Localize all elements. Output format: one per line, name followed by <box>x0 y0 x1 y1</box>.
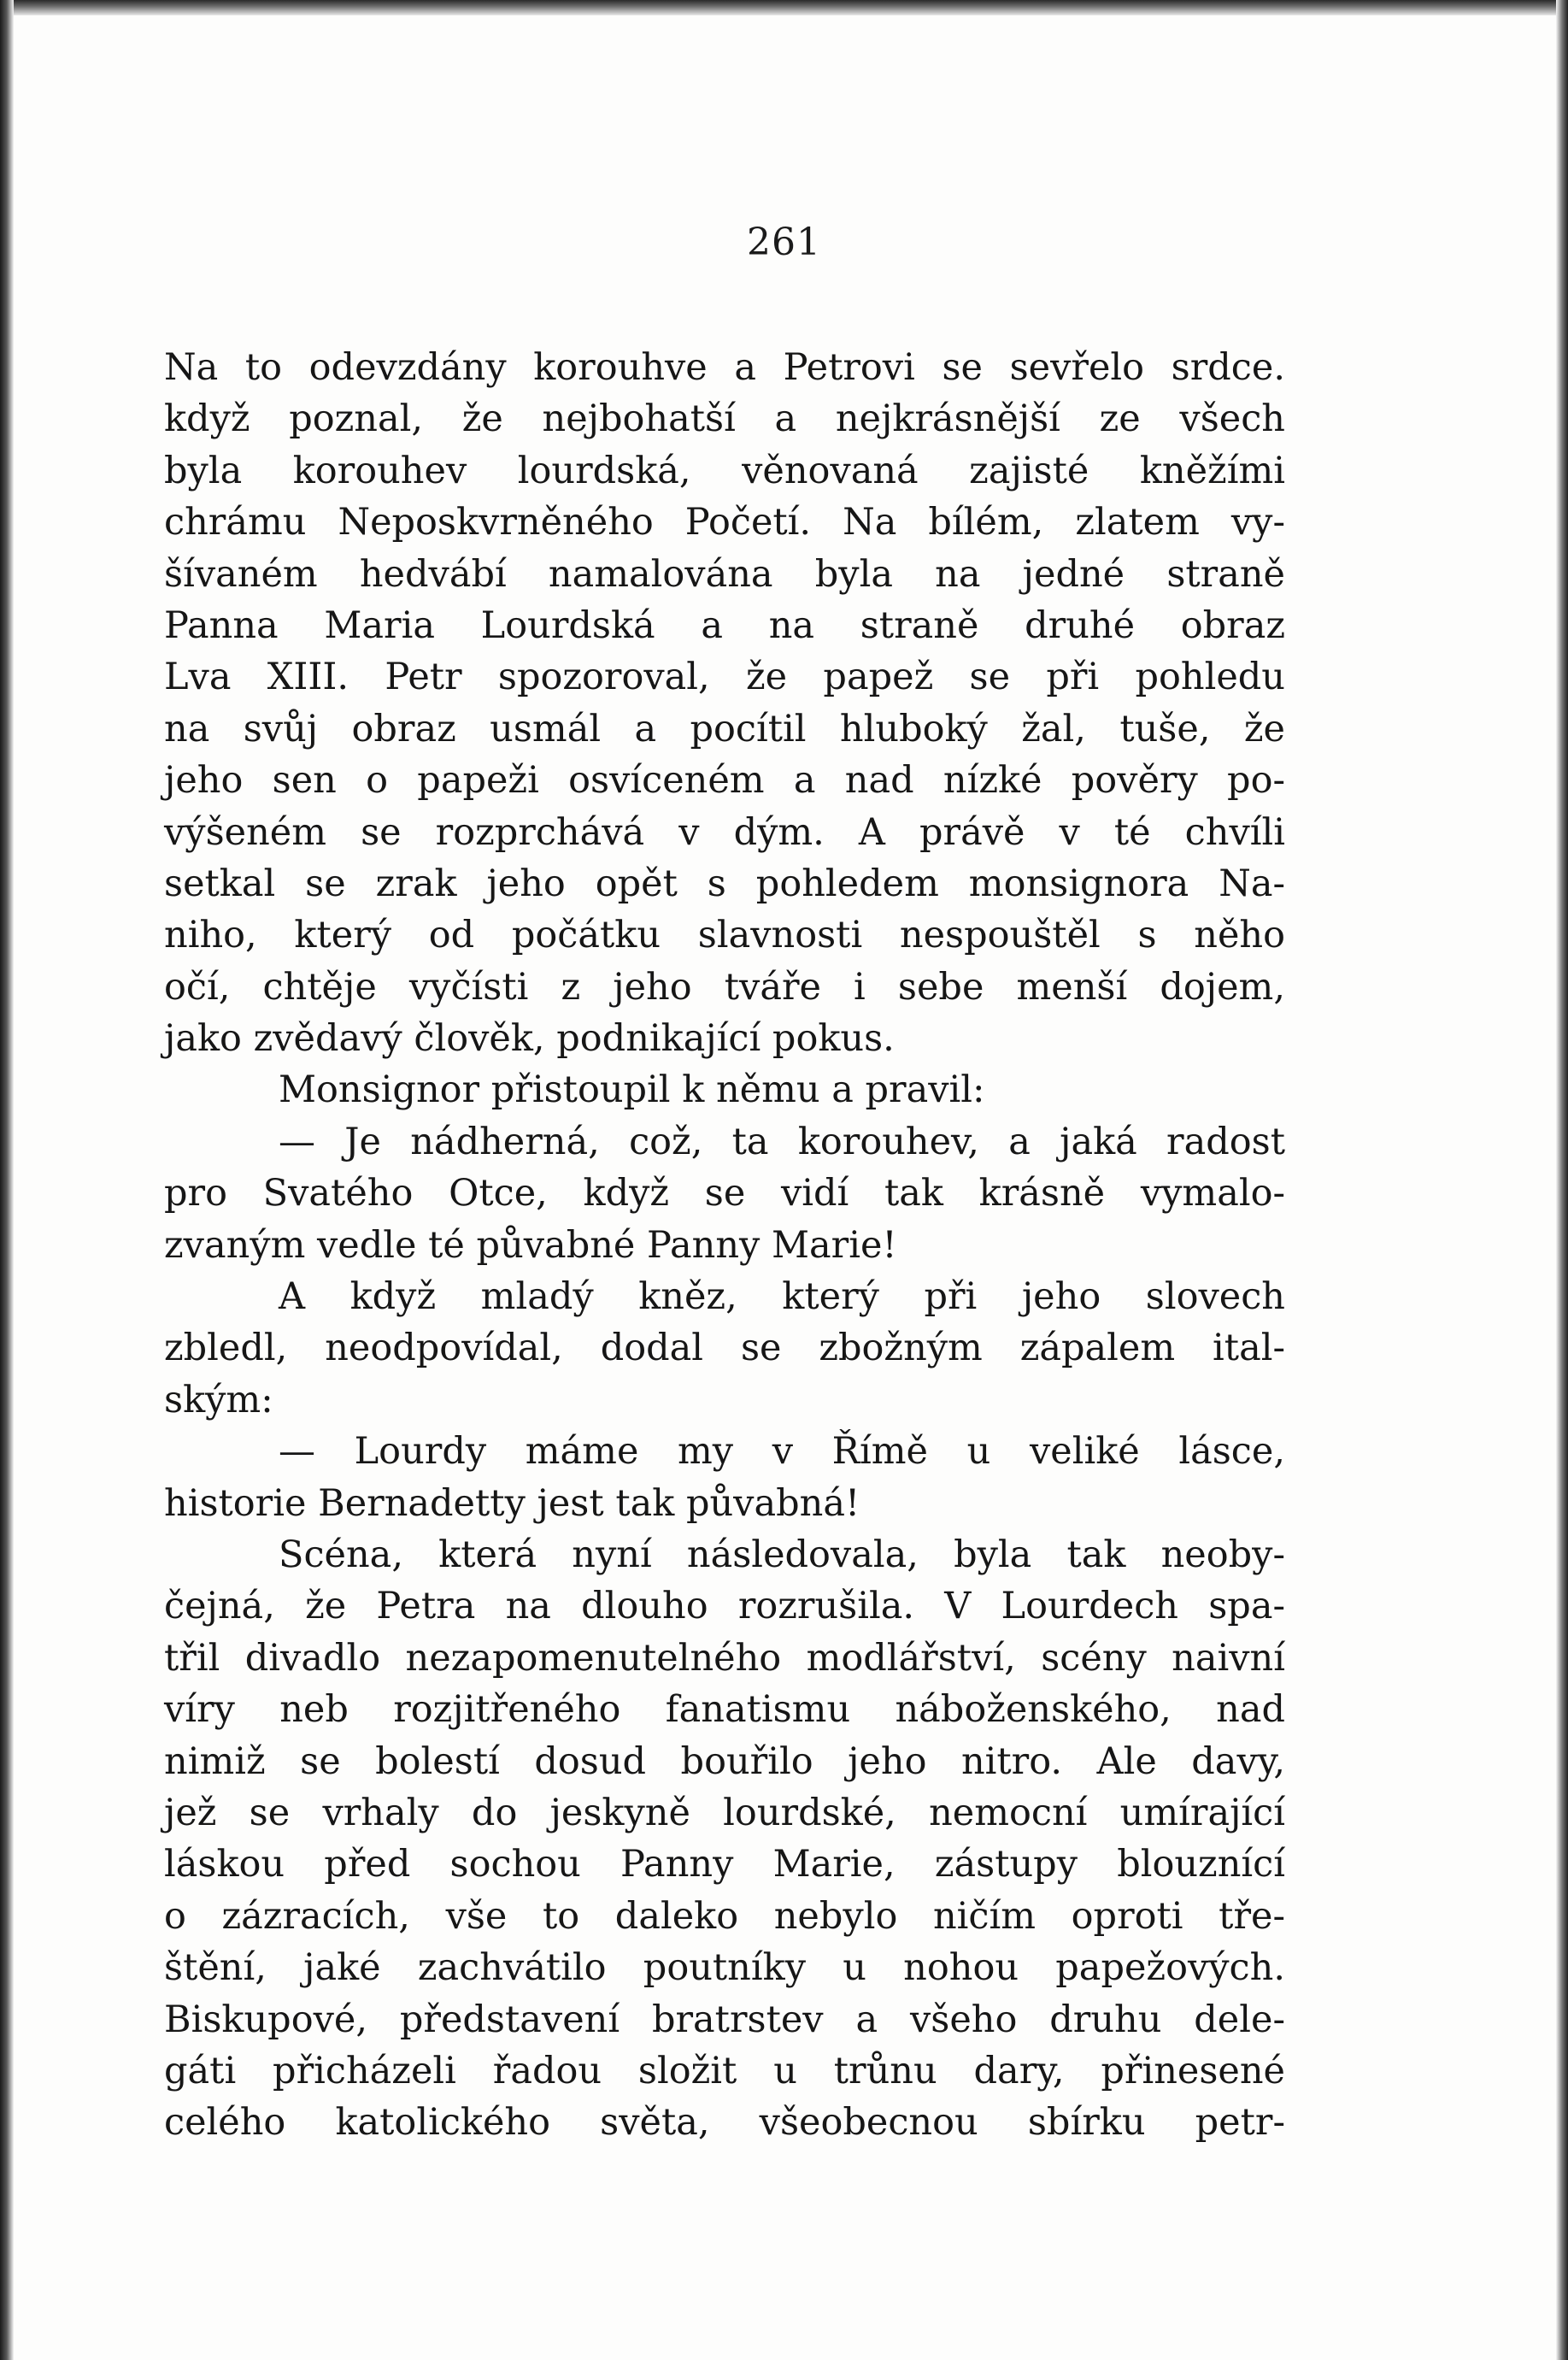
text-line: celého katolického světa, všeobecnou sbírku petr- <box>164 2101 1285 2145</box>
text-line: Lva XIII. Petr spozoroval, že papež se při pohledu <box>164 656 1285 699</box>
text-line: ským: <box>164 1378 273 1421</box>
text-line: na svůj obraz usmál a pocítil hluboký žal, tuše, že <box>164 707 1285 750</box>
text-line: o zázracích, vše to daleko nebylo ničím oproti tře- <box>164 1894 1285 1938</box>
text-line: niho, který od počátku slavnosti nespouštěl s něho <box>164 914 1285 957</box>
text-line: Biskupové, představení bratrstev a všeho druhu dele- <box>164 1998 1285 2041</box>
text-line: třil divadlo nezapomenutelného modlářství, scény naivní <box>164 1636 1285 1680</box>
text-line: zvaným vedle té půvabné Panny Marie! <box>164 1223 897 1267</box>
body-text <box>164 342 1285 2149</box>
text-line: zbledl, neodpovídal, dodal se zbožným zápalem ital- <box>164 1327 1285 1370</box>
text-line: setkal se zrak jeho opět s pohledem monsignora Na- <box>164 862 1285 905</box>
text-line: Panna Maria Lourdská a na straně druhé obraz <box>164 603 1285 647</box>
text-line: gáti přicházeli řadou složit u trůnu dary, přinesené <box>164 2049 1285 2092</box>
text-line: Monsignor přistoupil k němu a pravil: <box>279 1068 985 1112</box>
text-line: chrámu Neposkvrněného Početí. Na bílém, zlatem vy- <box>164 501 1285 544</box>
text-line: jež se vrhaly do jeskyně lourdské, nemocní umírající <box>164 1791 1285 1834</box>
text-line: historie Bernadetty jest tak půvabná! <box>164 1481 860 1525</box>
text-line: Scéna, která nyní následovala, byla tak neoby- <box>279 1533 1285 1576</box>
text-line: jeho sen o papeži osvíceném a nad nízké pověry po- <box>164 759 1285 803</box>
scan-left-edge <box>0 0 14 2360</box>
scan-right-edge <box>1556 0 1568 2360</box>
text-line: očí, chtěje vyčísti z jeho tváře i sebe menší dojem, <box>164 965 1285 1009</box>
text-line: víry neb rozjitřeného fanatismu náboženského, nad <box>164 1688 1285 1732</box>
page-number: 261 <box>747 221 821 264</box>
text-line: Na to odevzdány korouhve a Petrovi se sevřelo srdce. <box>164 346 1285 389</box>
text-line: když poznal, že nejbohatší a nejkrásnější ze všech <box>164 397 1285 441</box>
text-line: štění, jaké zachvátilo poutníky u nohou papežových. <box>164 1946 1285 1990</box>
text-line: výšeném se rozprchává v dým. A právě v té chvíli <box>164 810 1285 854</box>
text-line: pro Svatého Otce, když se vidí tak krásně vymalo- <box>164 1172 1285 1215</box>
text-line: A když mladý kněz, který při jeho slovech <box>279 1275 1285 1319</box>
text-line: láskou před sochou Panny Marie, zástupy blouznící <box>164 1843 1285 1886</box>
text-line: jako zvědavý člověk, podnikající pokus. <box>164 1017 895 1061</box>
text-line: — Lourdy máme my v Římě u veliké lásce, <box>279 1430 1285 1474</box>
text-line: nimiž se bolestí dosud bouřilo jeho nitro. Ale davy, <box>164 1739 1285 1783</box>
text-line: čejná, že Petra na dlouho rozrušila. V Lourdech spa- <box>164 1585 1285 1628</box>
text-line: šívaném hedvábí namalována byla na jedné straně <box>164 552 1285 596</box>
scan-top-edge <box>0 0 1568 15</box>
text-line: byla korouhev lourdská, věnovaná zajisté kněžími <box>164 449 1285 492</box>
text-line: — Je nádherná, což, ta korouhev, a jaká radost <box>279 1120 1285 1163</box>
